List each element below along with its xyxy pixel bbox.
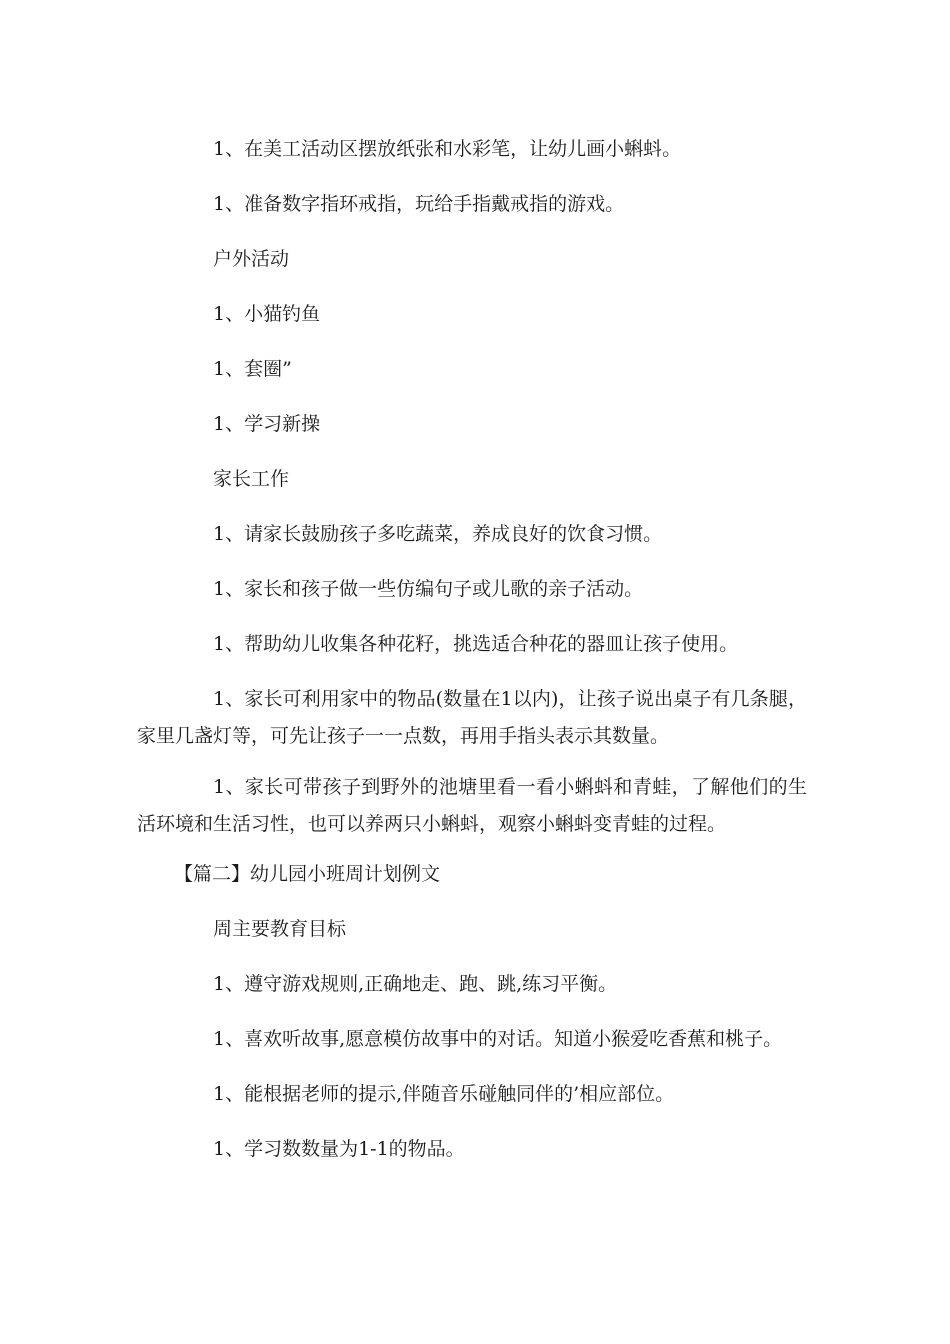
paragraph: 1、家长可带孩子到野外的池塘里看一看小蝌蚪和青蛙，了解他们的生活环境和生活习性，也可以养两只小蝌蚪，观察小蝌蚪变青蛙的过程。 xyxy=(137,776,807,835)
section-title: 【篇二】幼儿园小班周计划例文 xyxy=(174,863,441,885)
text-line: 1、能根据老师的提示,伴随音乐碰触同伴的’相应部位。 xyxy=(213,1083,675,1105)
text-line: 1、遵守游戏规则,正确地走、跑、跳,练习平衡。 xyxy=(213,973,618,995)
text-line: 1、请家长鼓励孩子多吃蔬菜，养成良好的饮食习惯。 xyxy=(213,523,663,545)
text-line: 1、在美工活动区摆放纸张和水彩笔，让幼儿画小蝌蚪。 xyxy=(213,138,682,160)
text-line: 1、准备数字指环戒指，玩给手指戴戒指的游戏。 xyxy=(213,193,625,215)
text-line: 1、小猫钓鱼 xyxy=(213,303,321,325)
subheading-goals: 周主要教育目标 xyxy=(213,918,347,940)
text-line: 1、套圈” xyxy=(213,358,292,380)
subheading-parents: 家长工作 xyxy=(213,468,290,490)
text-line: 1、帮助幼儿收集各种花籽，挑选适合种花的器皿让孩子使用。 xyxy=(213,633,739,655)
text-line: 1、喜欢听故事,愿意模仿故事中的对话。知道小猴爱吃香蕉和桃子。 xyxy=(213,1028,783,1050)
subheading-outdoor: 户外活动 xyxy=(213,248,290,270)
text-line: 1、家长和孩子做一些仿编句子或儿歌的亲子活动。 xyxy=(213,578,644,600)
text-line: 1、学习数数量为1-1的物品。 xyxy=(213,1138,465,1160)
paragraph: 1、家长可利用家中的物品(数量在1以内)，让孩子说出桌子有几条腿，家里几盏灯等，可先让孩子一一点数，再用手指头表示其数量。 xyxy=(137,688,807,747)
text-line: 1、学习新操 xyxy=(213,413,321,435)
